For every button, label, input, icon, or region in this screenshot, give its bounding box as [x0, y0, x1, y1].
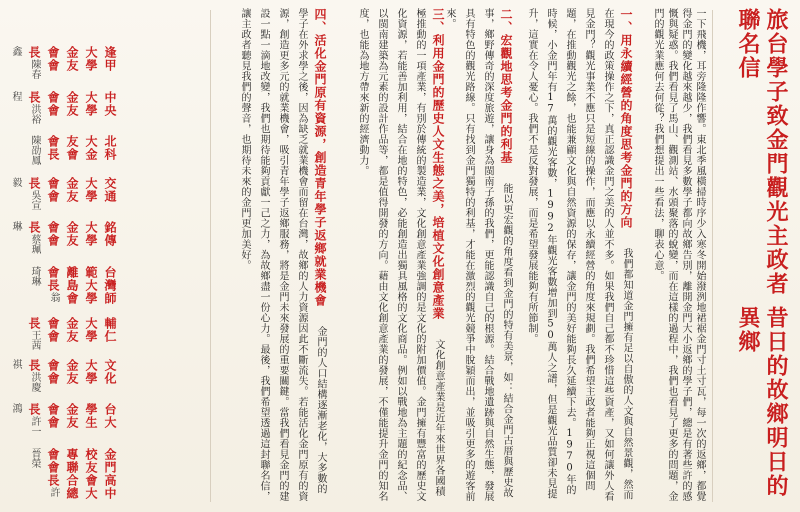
signatory-4: 輔仁大學金友會會長王茜 [27, 316, 117, 350]
title-line-2: 旅台學子致金門觀光主政者聯名信 [735, 8, 789, 296]
signatory-6: 銘傳大學金友會會長蔡珮琳 [10, 221, 117, 255]
section-2-body: 能以更宏觀的角度看到金門的特有美景，如：結合金門古厝與歷史故事，鄉野傳奇的深度旅遊，讓身為閩南子孫的我們，更能認識自己的根源。結合戰地遺跡與自然生態，發展具有特色的觀光路線。只有找到金門獨特的利基，才能在激烈的觀光競爭中脫穎而出，並吸引更多的遊客前來。 [444, 8, 512, 502]
signatory-2: 台大學生金友會會長許一鴻 [10, 403, 117, 437]
section-3-body: 文化創意產業是近年來世界各國積極推動的一項產業，有別於傳統的製造業，文化創意產業強調的是文化的附加價值。金門擁有豐富的歷史文化資源，若能善加利用，結合在地的特色，必能創造出獨具風格的文化商品。例如以戰地為主題的紀念品、以閩南建築為元素的設計作品等，都是值得開發的方向。藉由文化創意產業的發展，不僅能提升金門的知名度，也能為地方帶來新的經濟動力。 [357, 8, 444, 502]
section-1 [520, 8, 636, 504]
signatory-5: 台灣師範大學離島會會長翁琦琳 [29, 265, 117, 305]
signatory-3: 文化大學金友會會長洪慶祺 [10, 358, 117, 392]
signatory-7: 交通大學金友會會長吳宣毅 [10, 176, 117, 210]
section-3 [334, 8, 448, 504]
signatory-list [6, 46, 120, 504]
signatory-9: 中央大學金友會會長洪裕程 [10, 90, 117, 124]
section-2 [444, 8, 516, 504]
section-4-heading: 四、活化金門原有資源，創造青年學子返鄉就業機會 [313, 8, 327, 307]
signatory-8: 北科大金友會會長陳劭鳳 [29, 135, 117, 166]
intro-paragraph: 一下飛機，耳旁隆隆作響。東北季風橫掃時序少入寒冬開始潑洌地裙裾金門寸土寸瓦，每一次的返鄉，都覺得金門的變化越來越少，我們看見多數學子都向故鄉告別，離開金門大小返鄉的學子們，總是有著些許的感慨與疑惑。我們看見了馬山、觀測站、水頭聚落的蛻變，而在這樣的過程中，我們也看見了更多的問題，金門的觀光業應何去何從？我們想提出一些看法，聊表心意。 [652, 8, 705, 502]
letter-title [734, 8, 790, 504]
section-1-body: 我們都知道金門擁有足以自傲的人文與自然景觀，然而在現今的政策操作之下，真正認識金門之美的人並不多。如果我們自己都不珍惜這些資產，又如何讓外人看見金門？觀光事業不應只是短線的操作，而應以永續經營的角度來規劃。我們希望主政者能夠正視這個問題，在推動觀光之餘，也能兼顧文化與自然資源的保存，讓金門的美好能夠長久延續下去。1970年的時候，小金門年有17萬的觀光客數，1992年觀光客數增加到50萬人之譜，但是觀光品質卻未見提升，這實在令人憂心。我們不是反對發展，而是希望發展能夠有所節制。 [526, 8, 632, 502]
section-1-heading: 一、用永續經營的角度思考金門的方向 [619, 8, 633, 229]
signatory-10: 逢甲大學金友會會長陳春鑫 [10, 46, 117, 80]
signatory-1: 金門高中校友會大專聯合總會會長許晉榮 [29, 448, 117, 500]
section-3-heading: 三、利用金門的歷史人文生態之美，培植文化創意產業 [431, 8, 445, 320]
title-line-1: 昔日的故鄉明日的異鄉 [735, 306, 789, 499]
signature-divider [210, 10, 211, 502]
section-4-body: 金門的人口結構逐漸老化，大多數的學子在外求學之後，因為缺乏就業機會而留在台灣，故鄉的人力資源因此不斷流失。若能活化金門原有的資源，創造更多元的就業機會，吸引青年學子返鄉服務，將是金門未來發展的重要關鍵。當我們看見金門的建設一點一滴地改變，我們也期待能夠貢獻一己之力，為故鄉盡一份心力。最後，我們希望透過這封聯名信，讓主政者聽見我們的聲音，也期待未來的金門更加美好。 [239, 8, 326, 502]
section-4 [216, 8, 330, 504]
title-divider [712, 10, 713, 502]
section-2-heading: 二、宏觀地思考金門的利基 [499, 8, 513, 164]
